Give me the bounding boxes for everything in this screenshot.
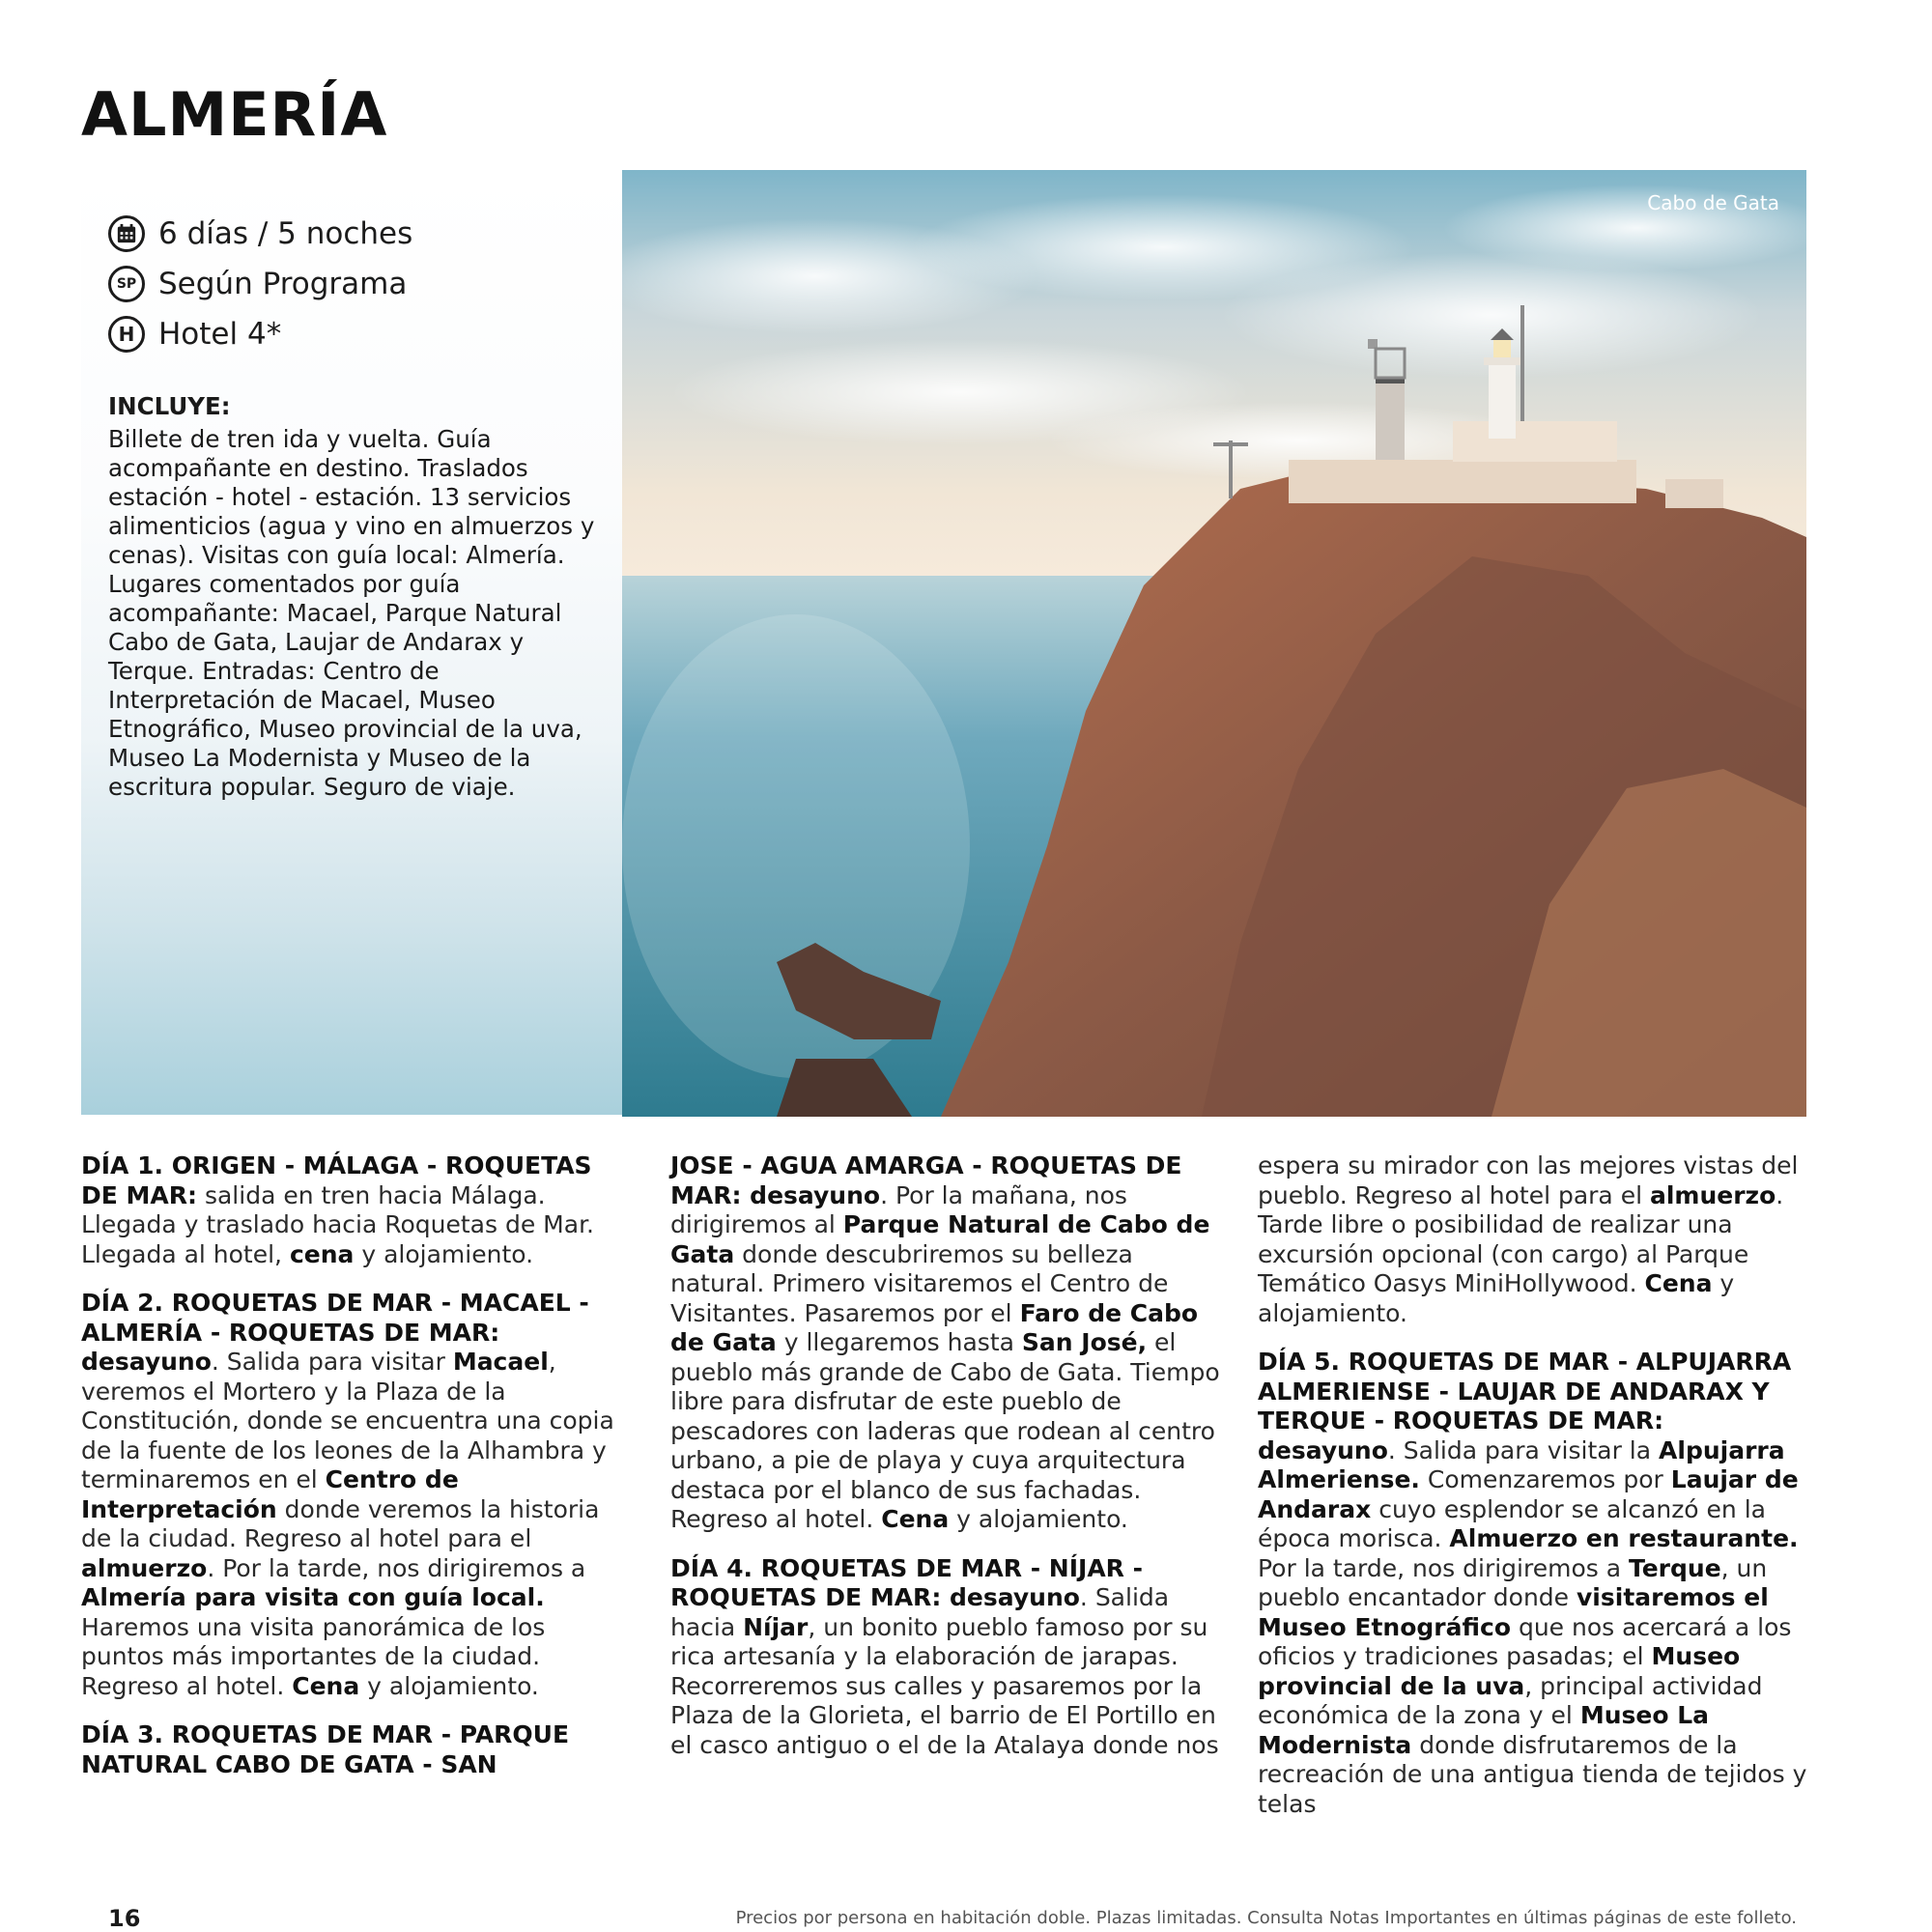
- includes-title: INCLUYE:: [108, 392, 231, 420]
- lighthouse-cliff-illustration: [622, 170, 1806, 1117]
- includes-text: Billete de tren ida y vuelta. Guía acompañante en destino. Traslados estación - hotel - estación. 13 servicios alimenticios (agua y vino en almuerzos y cenas). Visitas con guía local: Almería. Lugares comentados por guía acompañante: Macael, Parque Natural Cabo de Gata, Laujar de Andarax y Terque. Entradas: Centro de Interpretación de Macael, Museo Etnográfico, Museo provincial de la uva, Museo La Modernista y Museo de la escritura popular. Seguro de viaje.: [108, 425, 595, 801]
- footer-note: Precios por persona en habitación doble. Plazas limitadas. Consulta Notas Importantes en últimas páginas de este folleto.: [735, 1908, 1797, 1928]
- duration-text: 6 días / 5 noches: [158, 216, 413, 251]
- hotel-row: [108, 313, 281, 355]
- day-3-start: [81, 1720, 632, 1779]
- duration-row: [108, 213, 412, 255]
- day-2-heading: DÍA 2. ROQUETAS DE MAR - MACAEL - ALMERÍA - ROQUETAS DE MAR: desayuno: [81, 1289, 589, 1376]
- itinerary-column-1: [81, 1151, 632, 1799]
- day-3-heading: DÍA 3. ROQUETAS DE MAR - PARQUE NATURAL CABO DE GATA - SAN: [81, 1720, 570, 1778]
- trip-info-panel: [81, 170, 622, 1115]
- sp-icon: SP: [108, 266, 145, 302]
- photo-caption: Cabo de Gata: [1647, 191, 1779, 214]
- includes-block: [108, 392, 601, 802]
- calendar-icon: [108, 215, 145, 252]
- meals-row: [108, 263, 407, 305]
- itinerary: [81, 1151, 1810, 1857]
- hotel-text: Hotel 4*: [158, 317, 282, 352]
- day-1-heading: DÍA 1. ORIGEN - MÁLAGA - ROQUETAS DE MAR:: [81, 1151, 592, 1209]
- page-title: ALMERÍA: [81, 79, 388, 150]
- day-1: DÍA 1. ORIGEN - MÁLAGA - ROQUETAS DE MAR: salida en tren hacia Málaga. Llegada y traslado hacia Roquetas de Mar. Llegada al hotel, cena y alojamiento.: [81, 1151, 594, 1268]
- day-2: DÍA 2. ROQUETAS DE MAR - MACAEL - ALMERÍA - ROQUETAS DE MAR: desayuno. Salida para visitar Macael, veremos el Mortero y la Plaza de la Constitución, donde se encuentra una copia de la fuente de los leones de la Alhambra y terminaremos en el Centro de Interpretación donde veremos la historia de la ciudad. Regreso al hotel para el almuerzo. Por la tarde, nos dirigiremos a Almería para visita con guía local. Haremos una visita panorámica de los puntos más importantes de la ciudad. Regreso al hotel. Cena y alojamiento.: [81, 1289, 614, 1700]
- page-number: 16: [108, 1905, 141, 1932]
- day-5: DÍA 5. ROQUETAS DE MAR - ALPUJARRA ALMERIENSE - LAUJAR DE ANDARAX Y TERQUE - ROQUETAS DE MAR: desayuno. Salida para visitar la Alpujarra Almeriense. Comenzaremos por Laujar de Andarax cuyo esplendor se alcanzó en la época morisca. Almuerzo en restaurante. Por la tarde, nos dirigiremos a Terque, un pueblo encantador donde visitaremos el Museo Etnográfico que nos acercará a los oficios y tradiciones pasadas; el Museo provincial de la uva, principal actividad económica de la zona y el Museo La Modernista donde disfrutaremos de la recreación de una antigua tienda de tejidos y telas: [1258, 1348, 1807, 1818]
- day-5-heading: DÍA 5. ROQUETAS DE MAR - ALPUJARRA ALMERIENSE - LAUJAR DE ANDARAX Y TERQUE - ROQUETAS DE MAR: desayuno: [1258, 1348, 1792, 1464]
- meals-text: Según Programa: [158, 267, 408, 301]
- day-4-heading: DÍA 4. ROQUETAS DE MAR - NÍJAR - ROQUETAS DE MAR: desayuno: [670, 1553, 1144, 1611]
- itinerary-column-2: [670, 1151, 1221, 1779]
- day-3-heading-cont: JOSE - AGUA AMARGA - ROQUETAS DE MAR: desayuno: [670, 1151, 1182, 1209]
- day-3-continued: JOSE - AGUA AMARGA - ROQUETAS DE MAR: desayuno. Por la mañana, nos dirigiremos al Parque Natural de Cabo de Gata donde descubriremos su belleza natural. Primero visitaremos el Centro de Visitantes. Pasaremos por el Faro de Cabo de Gata y llegaremos hasta San José, el pueblo más grande de Cabo de Gata. Tiempo libre para disfrutar de este pueblo de pescadores con laderas que rodean al centro urbano, a pie de playa y cuya arquitectura destaca por el blanco de sus fachadas. Regreso al hotel. Cena y alojamiento.: [670, 1151, 1220, 1533]
- hotel-icon: H: [108, 316, 145, 353]
- day-4-continued: espera su mirador con las mejores vistas del pueblo. Regreso al hotel para el almuerzo. Tarde libre o posibilidad de realizar una excursión opcional (con cargo) al Parque Temático Oasys MiniHollywood. Cena y alojamiento.: [1258, 1151, 1799, 1327]
- cabo-de-gata-photo: [622, 170, 1806, 1117]
- day-4: DÍA 4. ROQUETAS DE MAR - NÍJAR - ROQUETAS DE MAR: desayuno. Salida hacia Níjar, un bonito pueblo famoso por su rica artesanía y la elaboración de jarapas. Recorreremos sus calles y pasaremos por la Plaza de la Glorieta, el barrio de El Portillo en el casco antiguo o el de la Atalaya donde nos: [670, 1553, 1219, 1759]
- itinerary-column-3: [1258, 1151, 1808, 1838]
